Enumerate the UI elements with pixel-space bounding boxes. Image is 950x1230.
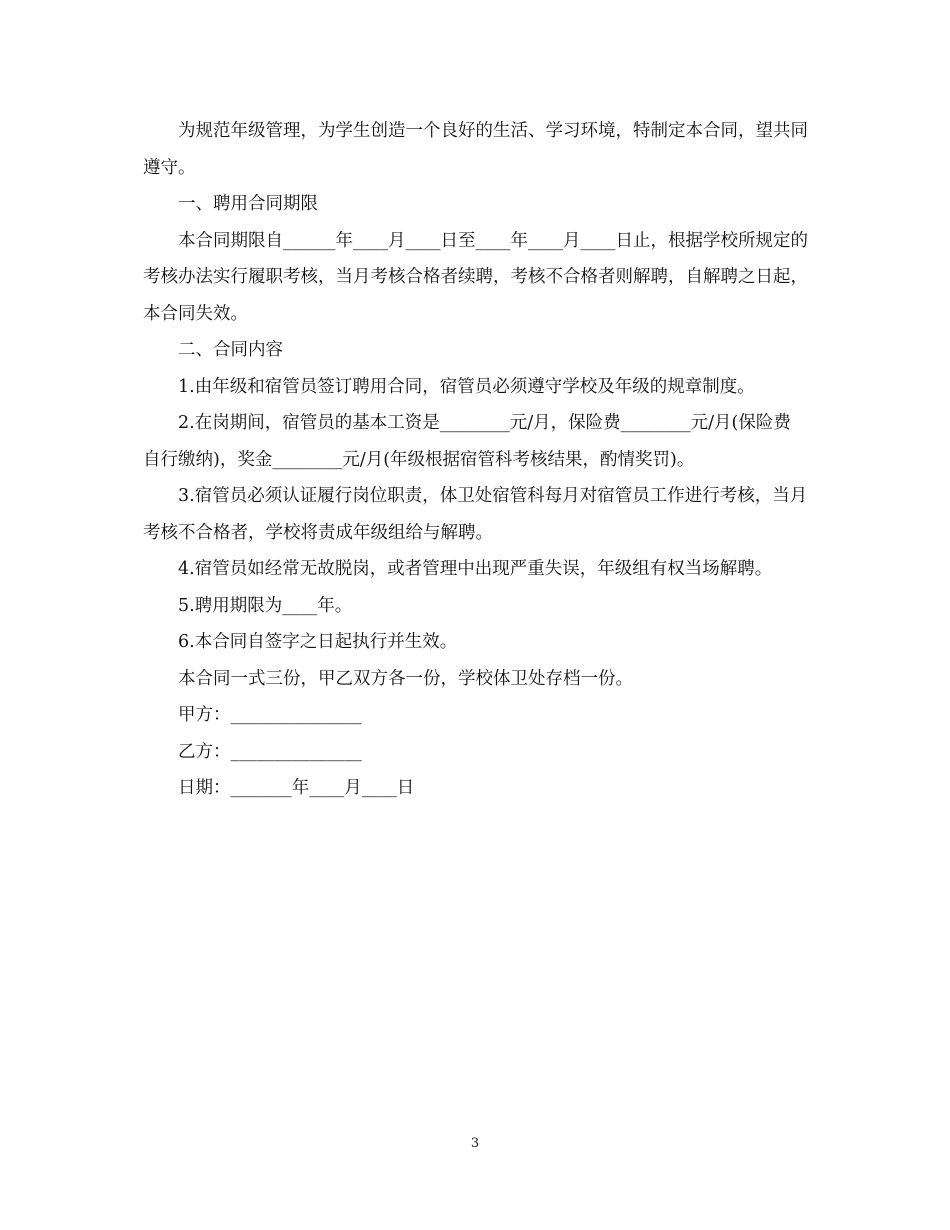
party-b-signature-line: 乙方：_______________ <box>178 741 362 762</box>
clause-2: 2.在岗期间，宿管员的基本工资是________元/月，保险费________元/月(保险费自行缴纳)，奖金________元/月(年级根据宿管科考核结果，酌情奖罚)。 <box>143 413 791 470</box>
clause-4: 4.宿管员如经常无故脱岗，或者管理中出现严重失误，年级组有权当场解聘。 <box>178 559 773 579</box>
party-a-signature-line: 甲方：_______________ <box>178 705 362 725</box>
clause-3: 3.宿管员必须认证履行岗位职责，体卫处宿管科每月对宿管员工作进行考核，当月考核不合格者，学校将责成年级组给与解聘。 <box>143 486 808 543</box>
clause-5: 5.聘用期限为____年。 <box>178 595 353 616</box>
section-heading-contract-content: 二、合同内容 <box>178 340 283 360</box>
document-body <box>143 113 808 807</box>
date-line: 日期：_______年____月____日 <box>178 778 415 798</box>
copies-statement: 本合同一式三份，甲乙双方各一份，学校体卫处存档一份。 <box>178 668 633 689</box>
contract-term-paragraph: 本合同期限自______年____月____日至____年____月____日止，根据学校所规定的考核办法实行履职考核，当月考核合格者续聘，考核不合格者则解聘，自解聘之日起，本合同失效。 <box>143 230 808 324</box>
clause-1: 1.由年级和宿管员签订聘用合同，宿管员必须遵守学校及年级的规章制度。 <box>178 376 755 397</box>
intro-paragraph: 为规范年级管理，为学生创造一个良好的生活、学习环境，特制定本合同，望共同遵守。 <box>143 121 808 178</box>
section-heading-contract-term: 一、聘用合同期限 <box>178 194 318 214</box>
page-number: 3 <box>470 1136 480 1151</box>
clause-6: 6.本合同自签字之日起执行并生效。 <box>178 632 458 652</box>
